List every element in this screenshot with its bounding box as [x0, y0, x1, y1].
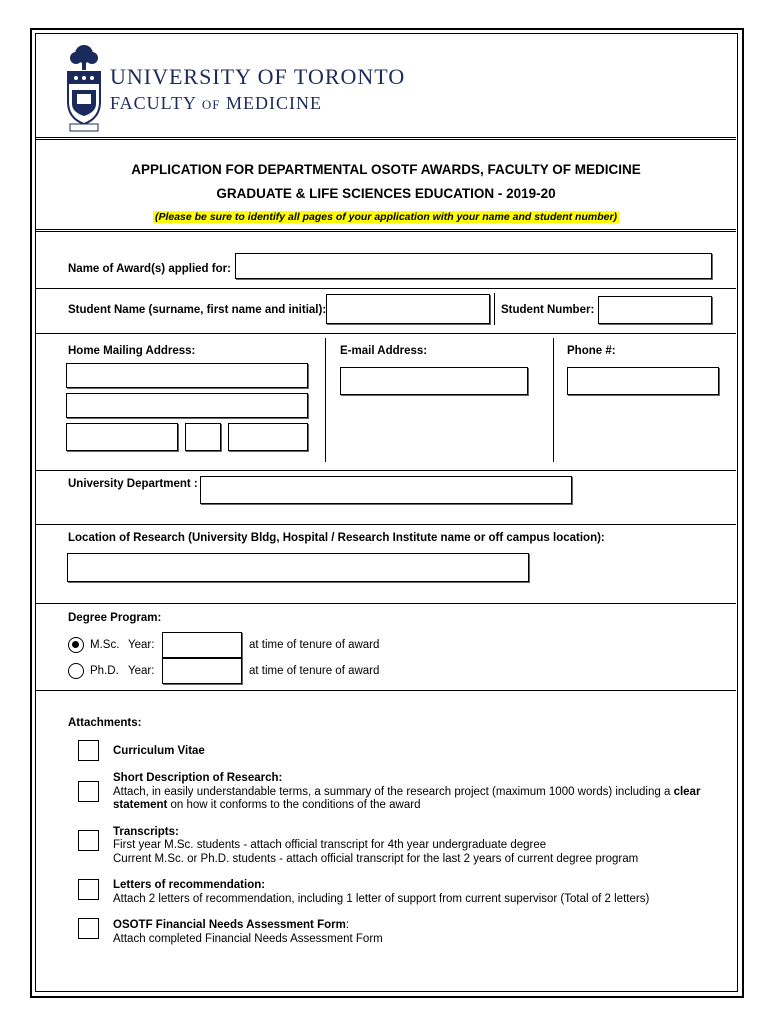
letters-checkbox[interactable]: [78, 879, 99, 900]
divider: [36, 524, 736, 525]
divider: [36, 690, 736, 691]
divider: [36, 470, 736, 471]
msc-radio[interactable]: [68, 637, 84, 653]
divider: [36, 603, 736, 604]
research-location-label: Location of Research (University Bldg, Hospital / Research Institute name or off campus location):: [68, 532, 605, 544]
research-description-checkbox[interactable]: [78, 781, 99, 802]
form-subtitle: GRADUATE & LIFE SCIENCES EDUCATION - 2019-20: [216, 186, 556, 201]
department-label: University Department :: [68, 478, 198, 490]
osotf-checkbox[interactable]: [78, 918, 99, 939]
form-title: APPLICATION FOR DEPARTMENTAL OSOTF AWARDS, FACULTY OF MEDICINE: [131, 162, 641, 177]
msc-year-input[interactable]: [162, 632, 242, 658]
divider: [36, 288, 736, 289]
research-description-title: Short Description of Research:: [113, 772, 283, 784]
phone-input[interactable]: [567, 367, 719, 395]
award-label: Name of Award(s) applied for:: [68, 263, 231, 275]
osotf-title: OSOTF Financial Needs Assessment Form:: [113, 919, 350, 931]
address-province-input[interactable]: [185, 423, 221, 451]
cv-title: Curriculum Vitae: [113, 745, 205, 757]
phd-label: Ph.D.: [90, 665, 119, 677]
phd-tenure-text: at time of tenure of award: [249, 665, 380, 677]
phd-year-label: Year:: [128, 665, 155, 677]
form-note: (Please be sure to identify all pages of your application with your name and student number): [154, 211, 618, 223]
msc-year-label: Year:: [128, 639, 155, 651]
address-postal-input[interactable]: [228, 423, 308, 451]
phd-radio[interactable]: [68, 663, 84, 679]
divider: [325, 338, 326, 462]
address-line2-input[interactable]: [66, 393, 308, 418]
address-line1-input[interactable]: [66, 363, 308, 388]
transcripts-line1: First year M.Sc. students - attach official transcript for 4th year undergraduate degree: [113, 839, 547, 851]
address-city-input[interactable]: [66, 423, 178, 451]
university-crest-icon: [64, 42, 104, 134]
research-description-line1: Attach, in easily understandable terms, a summary of the research project (maximum 1000 words) including a clear: [113, 786, 701, 798]
research-location-input[interactable]: [67, 553, 529, 582]
research-description-line2: statement on how it conforms to the conditions of the award: [113, 799, 421, 811]
attachments-label: Attachments:: [68, 717, 142, 729]
email-input[interactable]: [340, 367, 528, 395]
osotf-line1: Attach completed Financial Needs Assessment Form: [113, 933, 383, 945]
phd-year-input[interactable]: [162, 658, 242, 684]
faculty-name: FACULTY OF MEDICINE: [110, 93, 322, 113]
student-name-label: Student Name (surname, first name and initial):: [68, 304, 327, 316]
address-label: Home Mailing Address:: [68, 345, 196, 357]
email-label: E-mail Address:: [340, 345, 428, 357]
university-name: UNIVERSITY OF TORONTO: [110, 64, 406, 89]
transcripts-line2: Current M.Sc. or Ph.D. students - attach official transcript for the last 2 years of current degree program: [113, 853, 639, 865]
letters-title: Letters of recommendation:: [113, 879, 266, 891]
transcripts-checkbox[interactable]: [78, 830, 99, 851]
divider: [36, 333, 736, 334]
student-number-label: Student Number:: [501, 304, 595, 316]
student-name-input[interactable]: [326, 294, 490, 324]
divider: [494, 293, 495, 325]
msc-tenure-text: at time of tenure of award: [249, 639, 380, 651]
degree-label: Degree Program:: [68, 612, 162, 624]
award-input[interactable]: [235, 253, 712, 279]
header-divider: [36, 137, 736, 140]
title-divider: [36, 229, 736, 232]
department-input[interactable]: [200, 476, 572, 504]
cv-checkbox[interactable]: [78, 740, 99, 761]
student-number-input[interactable]: [598, 296, 712, 324]
letters-line1: Attach 2 letters of recommendation, including 1 letter of support from current supervisor (Total of 2 letters): [113, 893, 650, 905]
phone-label: Phone #:: [567, 345, 616, 357]
msc-label: M.Sc.: [90, 639, 120, 651]
transcripts-title: Transcripts:: [113, 826, 179, 838]
divider: [553, 338, 554, 462]
form-note-wrap: [36, 207, 736, 225]
